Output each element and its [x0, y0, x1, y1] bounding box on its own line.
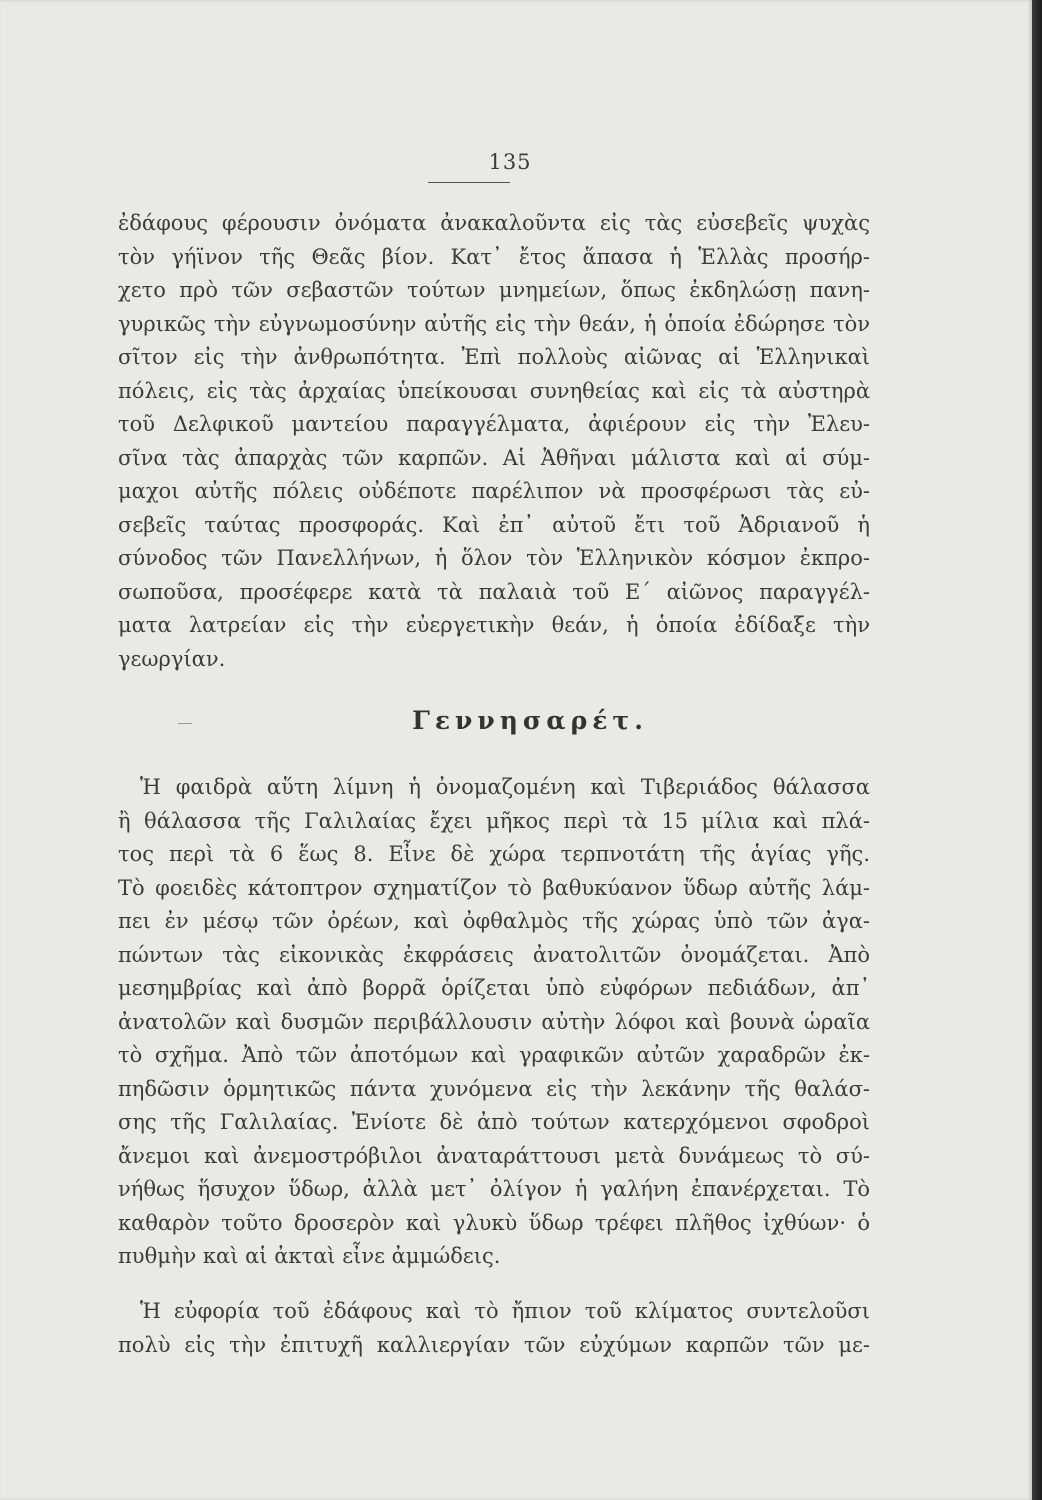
text-line: πώντων τὰς εἰκονικὰς ἐκφράσεις ἀνατολιτῶν ὀνομάζεται. Ἀπὸ — [118, 942, 870, 967]
text-line: πολὺ εἰς τὴν ἐπιτυχῆ καλλιεργίαν τῶν εὐχύμων καρπῶν τῶν με- — [118, 1332, 870, 1357]
text-line: γυρικῶς τὴν εὐγνωμοσύνην αὐτῆς εἰς τὴν θεάν, ἡ ὁποία ἐδώρησε τὸν — [118, 311, 870, 336]
text-line: χετο πρὸ τῶν σεβαστῶν τούτων μνημείων, ὅπως ἐκδηλώσῃ πανη- — [118, 278, 870, 302]
text-line: τὸ σχῆμα. Ἀπὸ τῶν ἀποτόμων καὶ γραφικῶν αὐτῶν χαραδρῶν ἐκ- — [118, 1043, 870, 1067]
text-line: Τὸ φοειδὲς κάτοπτρον σχηματίζον τὸ βαθυκύανον ὕδωρ αὐτῆς λάμ- — [118, 875, 870, 900]
text-line: τος περὶ τὰ 6 ἕως 8. Εἶνε δὲ χώρα τερπνοτάτη τῆς ἁγίας γῆς. — [118, 842, 870, 866]
text-line: ἢ θάλασσα τῆς Γαλιλαίας ἔχει μῆκος περὶ τὰ 15 μίλια καὶ πλά- — [118, 808, 870, 833]
text-line: σωποῦσα, προσέφερε κατὰ τὰ παλαιὰ τοῦ Ε΄ αἰῶνος παραγγέλ- — [118, 579, 870, 604]
text-line: νήθως ἥσυχον ὕδωρ, ἀλλὰ μετ᾽ ὀλίγον ἡ γαλήνη ἐπανέρχεται. Τὸ — [118, 1177, 870, 1201]
text-line: ἄνεμοι καὶ ἀνεμοστρόβιλοι ἀναταράττουσι μετὰ δυνάμεως τὸ σύ- — [118, 1143, 870, 1168]
page-number: 135 — [488, 150, 532, 174]
text-line: πόλεις, εἰς τὰς ἀρχαίας ὑπείκουσαι συνηθείας καὶ εἰς τὰ αὐστηρὰ — [118, 378, 870, 403]
text-line: μεσημβρίας καὶ ἀπὸ βορρᾶ ὁρίζεται ὑπὸ εὐφόρων πεδιάδων, ἀπ᾽ — [118, 976, 870, 1000]
paragraph-continued — [118, 207, 870, 676]
text-line: ματα λατρείαν εἰς τὴν εὐεργετικὴν θεάν, ἡ ὁποία ἐδίδαξε τὴν — [118, 613, 870, 637]
text-line: πει ἐν μέσῳ τῶν ὀρέων, καὶ ὀφθαλμὸς τῆς χώρας ὑπὸ τῶν ἀγα- — [118, 909, 870, 933]
text-line: τοῦ Δελφικοῦ μαντείου παραγγέλματα, ἀφιέρουν εἰς τὴν Ἐλευ- — [118, 412, 870, 436]
paragraph-fertility — [118, 1295, 870, 1362]
text-line: σύνοδος τῶν Πανελλήνων, ἡ ὅλον τὸν Ἑλληνικὸν κόσμον ἐκπρο- — [118, 546, 870, 570]
text-line: σῖνα τὰς ἀπαρχὰς τῶν καρπῶν. Αἱ Ἀθῆναι μάλιστα καὶ αἱ σύμ- — [118, 445, 870, 470]
section-heading: Γεννησαρέτ. — [412, 706, 648, 735]
paragraph-gennesaret — [118, 771, 870, 1274]
text-line: γεωργίαν. — [118, 646, 226, 671]
text-line: Ἡ φαιδρὰ αὕτη λίμνη ἡ ὀνομαζομένη καὶ Τιβεριάδος θάλασσα — [140, 775, 870, 799]
text-line: Ἡ εὐφορία τοῦ ἐδάφους καὶ τὸ ἤπιον τοῦ κλίματος συντελοῦσι — [140, 1299, 870, 1323]
heading-dash — [178, 723, 192, 724]
text-line: τὸν γήϊνον τῆς Θεᾶς βίον. Κατ᾽ ἔτος ἅπασα ἡ Ἑλλὰς προσήρ- — [118, 244, 870, 269]
page-number-rule — [428, 182, 510, 183]
text-line: σεβεῖς ταύτας προσφοράς. Καὶ ἐπ᾽ αὐτοῦ ἔτι τοῦ Ἀδριανοῦ ἡ — [118, 512, 870, 537]
text-line: πηδῶσιν ὁρμητικῶς πάντα χυνόμενα εἰς τὴν λεκάνην τῆς θαλάσ- — [118, 1076, 870, 1101]
text-line: ἀνατολῶν καὶ δυσμῶν περιβάλλουσιν αὐτὴν λόφοι καὶ βουνὰ ὡραῖα — [118, 1009, 870, 1034]
text-line: πυθμὴν καὶ αἱ ἀκταὶ εἶνε ἀμμώδεις. — [118, 1244, 501, 1268]
text-line: σης τῆς Γαλιλαίας. Ἐνίοτε δὲ ἀπὸ τούτων κατερχόμενοι σφοδροὶ — [118, 1110, 870, 1134]
text-line: ἐδάφους φέρουσιν ὀνόματα ἀνακαλοῦντα εἰς τὰς εὐσεβεῖς ψυχὰς — [118, 211, 870, 235]
text-line: καθαρὸν τοῦτο δροσερὸν καὶ γλυκὺ ὕδωρ τρέφει πλῆθος ἰχθύων· ὁ — [118, 1210, 870, 1235]
page-edge — [1032, 0, 1042, 1500]
text-line: μαχοι αὐτῆς πόλεις οὐδέποτε παρέλιπον νὰ προσφέρωσι τὰς εὐ- — [118, 479, 870, 503]
text-line: σῖτον εἰς τὴν ἀνθρωπότητα. Ἐπὶ πολλοὺς αἰῶνας αἱ Ἑλληνικαὶ — [118, 345, 870, 369]
